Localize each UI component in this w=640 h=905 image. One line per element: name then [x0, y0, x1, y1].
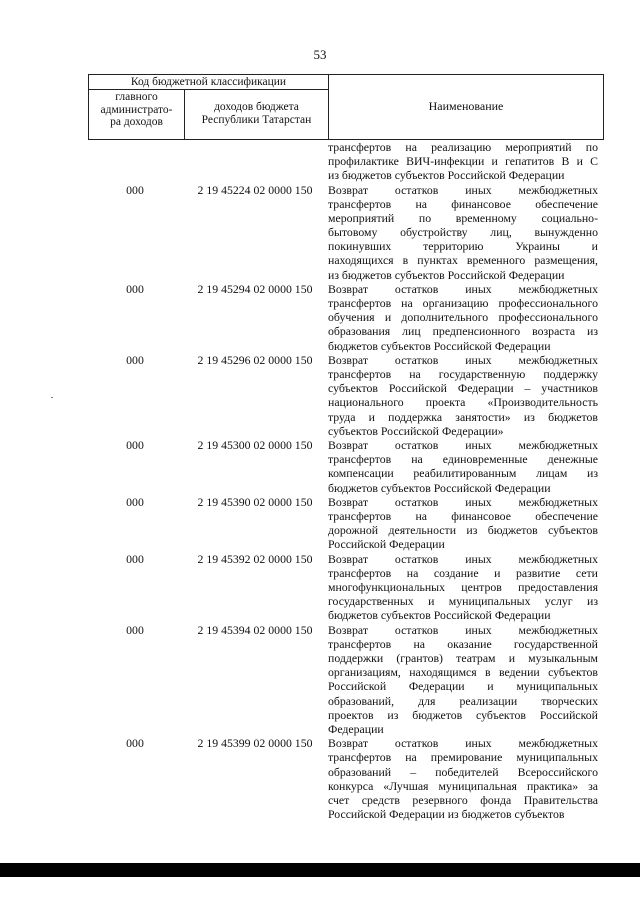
- text-line: Российской Федерации и муниципальных: [328, 679, 598, 694]
- text-line: трансфертов на премирование муниципальных: [328, 750, 598, 765]
- admin-code-cell: 000: [126, 551, 144, 566]
- admin-code-cell: 000: [126, 494, 144, 509]
- header-admin-line: ра доходов: [110, 116, 163, 128]
- text-line: компенсации реабилитированным лицам из: [328, 466, 598, 481]
- text-line: из бюджетов субъектов Российской Федерации: [328, 267, 565, 282]
- name-cell: [328, 438, 598, 495]
- text-line: конкурса «Лучшая муниципальная практика» за: [328, 778, 598, 793]
- text-line: государственных и муниципальных услуг из: [328, 594, 598, 609]
- header-admin-line: администрато-: [100, 103, 173, 116]
- text-line: трансфертов на реализацию мероприятий по: [328, 140, 598, 154]
- text-line: трансфертов на организацию профессионального: [328, 296, 598, 311]
- text-line: организациям, находящимся в ведении субъектов: [328, 665, 598, 680]
- scan-mark: [51, 397, 53, 398]
- text-line: Федерации: [328, 722, 384, 736]
- admin-code-cell: 000: [126, 622, 144, 637]
- text-line: бюджетов субъектов Российской Федерации: [328, 608, 551, 623]
- continuation-text: [328, 140, 598, 183]
- text-line: Российской Федерации: [328, 537, 445, 552]
- name-cell: [328, 623, 598, 737]
- budget-code-cell: 2 19 45294 02 0000 150: [197, 281, 313, 296]
- name-cell: [328, 282, 598, 353]
- admin-code-cell: 000: [126, 352, 144, 367]
- header-name-column: Наименование: [428, 99, 504, 113]
- text-line: Возврат остатков иных межбюджетных: [328, 494, 598, 509]
- text-line: бюджетов субъектов Российской Федерации: [328, 338, 551, 353]
- header-admin-line: главного: [115, 91, 158, 103]
- budget-code-cell: 2 19 45300 02 0000 150: [197, 438, 313, 453]
- text-line: Возврат остатков иных межбюджетных: [328, 438, 598, 453]
- text-line: субъектов Российской Федерации»: [328, 423, 504, 438]
- text-line: образований – победителей Всероссийского: [328, 764, 598, 779]
- admin-code-cell: 000: [126, 438, 144, 453]
- text-line: мероприятий по временному социально-: [328, 210, 598, 225]
- admin-code-cell: 000: [126, 736, 144, 751]
- text-line: Возврат остатков иных межбюджетных: [328, 736, 598, 751]
- text-line: Возврат остатков иных межбюджетных: [328, 622, 598, 637]
- text-line: трансфертов на оказание государственной: [328, 636, 598, 651]
- text-line: поддержки (грантов) театрам и музыкальным: [328, 651, 598, 666]
- header-code-line: Республики Татарстан: [201, 113, 312, 126]
- header-divider-horizontal: [89, 89, 329, 90]
- text-line: проектов из бюджетов субъектов Российской: [328, 707, 598, 722]
- admin-code-cell: 000: [126, 281, 144, 296]
- budget-code-cell: 2 19 45392 02 0000 150: [197, 551, 313, 566]
- text-line: Возврат остатков иных межбюджетных: [328, 281, 598, 296]
- text-line: трансфертов на единовременные денежные: [328, 452, 598, 467]
- text-line: образования лиц предпенсионного возраста из: [328, 324, 598, 339]
- text-line: профилактике ВИЧ-инфекции и гепатитов B и C: [328, 154, 598, 169]
- budget-code-cell: 2 19 45224 02 0000 150: [197, 182, 313, 197]
- text-line: Возврат остатков иных межбюджетных: [328, 182, 598, 197]
- budget-code-cell: 2 19 45399 02 0000 150: [197, 736, 313, 751]
- text-line: обучения и дополнительного профессионального: [328, 310, 598, 325]
- text-line: трансфертов на финансовое обеспечение: [328, 196, 598, 211]
- page-number: 53: [313, 47, 327, 62]
- text-line: Возврат остатков иных межбюджетных: [328, 352, 598, 367]
- budget-code-cell: 2 19 45296 02 0000 150: [197, 352, 313, 367]
- text-line: национального проекта «Производительность: [328, 395, 598, 410]
- text-line: субъектов Российской Федерации – участников: [328, 381, 598, 396]
- text-line: труда и поддержка занятости» из бюджетов: [328, 409, 598, 424]
- budget-code-cell: 2 19 45394 02 0000 150: [197, 622, 313, 637]
- header-admin-column: [89, 91, 184, 129]
- text-line: покинувших территорию Украины и: [328, 239, 598, 254]
- table-header: [88, 74, 604, 140]
- text-line: дорожной деятельности из бюджетов субъектов: [328, 523, 598, 538]
- header-group-title: Код бюджетной классификации: [130, 76, 287, 88]
- name-cell: [328, 353, 598, 438]
- text-line: образований, для реализации творческих: [328, 693, 598, 708]
- name-cell: [328, 495, 598, 552]
- admin-code-cell: 000: [126, 182, 144, 197]
- text-line: многофункциональных центров предоставления: [328, 580, 598, 595]
- budget-code-cell: 2 19 45390 02 0000 150: [197, 494, 313, 509]
- text-line: трансфертов на финансовое обеспечение: [328, 509, 598, 524]
- text-line: счет средств резервного фонда Правительства: [328, 793, 598, 808]
- text-line: находящихся в пунктах временного размещения,: [328, 253, 598, 268]
- text-line: трансфертов на государственную поддержку: [328, 367, 598, 382]
- name-cell: [328, 183, 598, 282]
- header-code-column: [185, 101, 328, 126]
- name-cell: [328, 736, 598, 821]
- text-line: трансфертов на создание и развитие сети: [328, 565, 598, 580]
- text-line: бытовому обустройству лиц, вынужденно: [328, 225, 598, 240]
- header-code-line: доходов бюджета: [214, 101, 299, 113]
- text-line: Российской Федерации из бюджетов субъектов: [328, 807, 565, 822]
- name-cell: [328, 552, 598, 623]
- text-line: из бюджетов субъектов Российской Федерации: [328, 168, 565, 183]
- scan-border-bottom: [0, 863, 640, 877]
- text-line: бюджетов субъектов Российской Федерации: [328, 480, 551, 495]
- text-line: Возврат остатков иных межбюджетных: [328, 551, 598, 566]
